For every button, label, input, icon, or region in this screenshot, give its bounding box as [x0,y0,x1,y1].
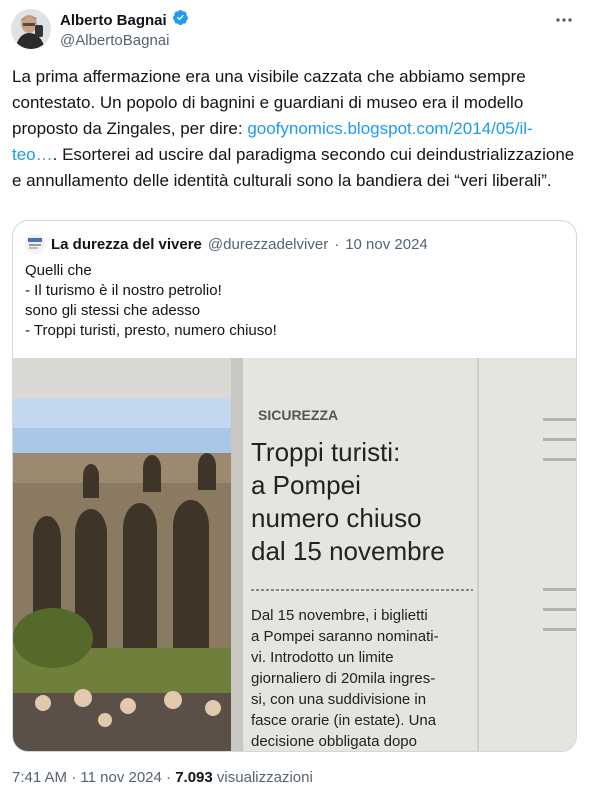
meta-separator: · [71,769,77,786]
quoted-text [25,261,565,341]
article-section: SICUREZZA [258,407,339,423]
article-headline-line: numero chiuso [251,503,422,533]
article-body-line: Dal 15 novembre, i biglietti [251,607,428,624]
article-body-line: fasce orarie (in estate). Una [251,712,437,729]
article-body-line: si, con una suddivisione in [251,691,427,708]
quoted-tweet[interactable] [12,220,577,752]
views-label: visualizzazioni [216,769,313,786]
tweet-date[interactable]: 11 nov 2024 [80,769,162,786]
quoted-author-name: La durezza del vivere [51,235,202,253]
quoted-line: - Troppi turisti, presto, numero chiuso! [25,322,277,339]
quoted-author-handle: @durezzadelviver [207,235,329,253]
tweet-text-part-1: La prima affermazione era una visibile cazzata che abbiamo sempre contestato. Un popolo di bagnini e guardiani di museo era il modello proposto da Zingales, per dire: [12,67,526,138]
tweet-text-part-2: . Esorterei ad uscire dal paradigma secondo cui deindustrializzazione e annullamento delle identità culturali sono la bandiera dei “veri liberali”. [12,145,575,190]
author-name[interactable]: Alberto Bagnai [60,11,167,29]
article-headline-line: dal 15 novembre [251,536,445,566]
views-count: 7.093 [175,769,213,786]
article-headline-line: a Pompei [251,470,361,500]
author-avatar[interactable] [11,9,51,49]
tweet-time[interactable]: 7:41 AM [12,769,68,786]
quoted-line: Quelli che [25,262,92,279]
article-body-line: giornaliero di 20mila ingres- [251,670,436,687]
author-handle[interactable]: @AlbertoBagnai [60,32,170,49]
tweet-text [12,64,577,194]
article-body-line: a Pompei saranno nominati- [251,628,439,645]
more-options-button[interactable] [553,12,575,28]
quoted-photo[interactable] [13,358,576,751]
quoted-line: - Il turismo è il nostro petrolio! [25,282,222,299]
tweet-meta [12,769,313,786]
author-name-row[interactable] [60,9,189,31]
tweet-link[interactable]: goofynomics.blogspot.com/2014/05/il-teo… [12,119,533,164]
quoted-avatar [25,234,45,254]
article-headline-line: Troppi turisti: [251,437,401,467]
quoted-date: 10 nov 2024 [345,235,428,253]
article-body-line: vi. Introdotto un limite [251,649,394,666]
quoted-separator: · [334,235,340,253]
quoted-line: sono gli stessi che adesso [25,302,201,319]
verified-badge-icon [172,9,189,31]
more-dots-icon [555,17,573,23]
article-body-line: decisione obbligata dopo [251,733,417,750]
meta-separator: · [166,769,172,786]
quoted-header [25,234,428,254]
